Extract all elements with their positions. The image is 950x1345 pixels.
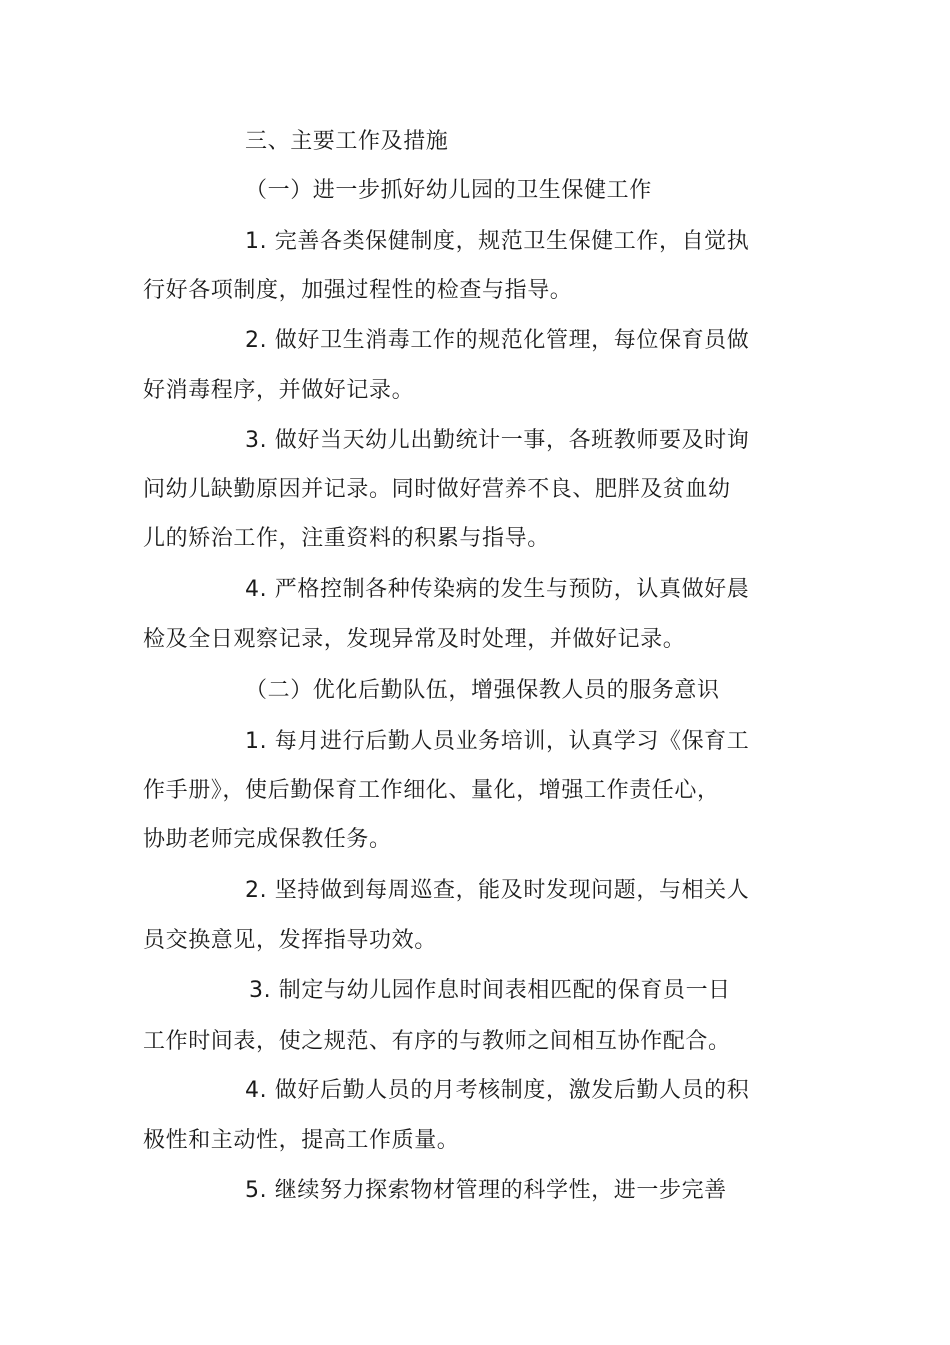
paragraph-line: 作手册》，使后勤保育工作细化、量化，增强工作责任心， [143,778,720,803]
paragraph-line: 2. 做好卫生消毒工作的规范化管理，每位保育员做 [245,328,750,353]
paragraph-line: 3. 做好当天幼儿出勤统计一事，各班教师要及时询 [245,428,750,453]
paragraph-line: 好消毒程序，并做好记录。 [143,378,415,403]
paragraph-line: 员交换意见，发挥指导功效。 [143,928,437,953]
subsection-heading-2: （二）优化后勤队伍，增强保教人员的服务意识 [245,678,720,703]
paragraph-line: 极性和主动性，提高工作质量。 [143,1128,460,1153]
paragraph-line: 3. 制定与幼儿园作息时间表相匹配的保育员一日 [249,978,731,1003]
paragraph-line: 4. 做好后勤人员的月考核制度，激发后勤人员的积 [245,1078,750,1103]
paragraph-line: 检及全日观察记录，发现异常及时处理，并做好记录。 [143,627,686,652]
paragraph-line: 协助老师完成保教任务。 [143,827,392,852]
paragraph-line: 1. 每月进行后勤人员业务培训，认真学习《保育工 [245,729,750,754]
subsection-heading-1: （一）进一步抓好幼儿园的卫生保健工作 [245,178,652,203]
paragraph-line: 儿的矫治工作，注重资料的积累与指导。 [143,526,550,551]
paragraph-line: 行好各项制度，加强过程性的检查与指导。 [143,278,573,303]
paragraph-line: 5. 继续努力探索物材管理的科学性，进一步完善 [245,1178,727,1203]
paragraph-line: 2. 坚持做到每周巡查，能及时发现问题，与相关人 [245,878,750,903]
section-heading: 三、主要工作及措施 [245,129,449,154]
paragraph-line: 4. 严格控制各种传染病的发生与预防，认真做好晨 [245,577,750,602]
paragraph-line: 工作时间表，使之规范、有序的与教师之间相互协作配合。 [143,1029,731,1054]
paragraph-line: 问幼儿缺勤原因并记录。同时做好营养不良、肥胖及贫血幼 [143,477,731,502]
paragraph-line: 1. 完善各类保健制度，规范卫生保健工作，自觉执 [245,229,750,254]
